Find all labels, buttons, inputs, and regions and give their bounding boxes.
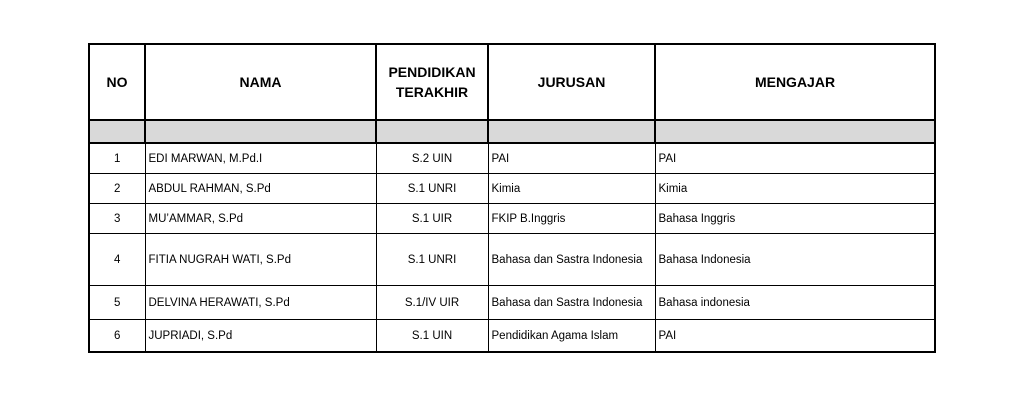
- table-row: [89, 143, 935, 174]
- cell-jurusan: FKIP B.Inggris: [488, 204, 655, 234]
- table-row: [89, 320, 935, 353]
- cell-mengajar: PAI: [655, 320, 935, 353]
- cell-nama: JUPRIADI, S.Pd: [145, 320, 376, 353]
- teacher-table: [88, 43, 936, 353]
- header-mengajar: MENGAJAR: [655, 44, 935, 120]
- cell-jurusan: Pendidikan Agama Islam: [488, 320, 655, 353]
- cell-jurusan: Bahasa dan Sastra Indonesia: [488, 286, 655, 320]
- blank-cell: [145, 120, 376, 143]
- cell-mengajar: PAI: [655, 143, 935, 174]
- header-jurusan: JURUSAN: [488, 44, 655, 120]
- cell-no: 2: [89, 174, 145, 204]
- cell-no: 3: [89, 204, 145, 234]
- cell-pendidikan: S.1/IV UIR: [376, 286, 488, 320]
- cell-nama: EDI MARWAN, M.Pd.I: [145, 143, 376, 174]
- cell-jurusan: Kimia: [488, 174, 655, 204]
- blank-cell: [376, 120, 488, 143]
- table-row: [89, 286, 935, 320]
- blank-row: [89, 120, 935, 143]
- table-row: [89, 234, 935, 286]
- cell-mengajar: Kimia: [655, 174, 935, 204]
- blank-cell: [89, 120, 145, 143]
- cell-pendidikan: S.2 UIN: [376, 143, 488, 174]
- cell-no: 6: [89, 320, 145, 353]
- blank-cell: [655, 120, 935, 143]
- cell-mengajar: Bahasa Indonesia: [655, 234, 935, 286]
- header-nama: NAMA: [145, 44, 376, 120]
- cell-no: 4: [89, 234, 145, 286]
- cell-no: 1: [89, 143, 145, 174]
- cell-nama: DELVINA HERAWATI, S.Pd: [145, 286, 376, 320]
- cell-nama: MU’AMMAR, S.Pd: [145, 204, 376, 234]
- header-no: NO: [89, 44, 145, 120]
- cell-jurusan: Bahasa dan Sastra Indonesia: [488, 234, 655, 286]
- cell-no: 5: [89, 286, 145, 320]
- blank-cell: [488, 120, 655, 143]
- cell-pendidikan: S.1 UIR: [376, 204, 488, 234]
- cell-jurusan: PAI: [488, 143, 655, 174]
- cell-pendidikan: S.1 UNRI: [376, 234, 488, 286]
- cell-mengajar: Bahasa indonesia: [655, 286, 935, 320]
- cell-nama: FITIA NUGRAH WATI, S.Pd: [145, 234, 376, 286]
- cell-pendidikan: S.1 UIN: [376, 320, 488, 353]
- header-row: [89, 44, 935, 120]
- table-row: [89, 174, 935, 204]
- header-pendidikan: PENDIDIKAN TERAKHIR: [376, 44, 488, 120]
- cell-pendidikan: S.1 UNRI: [376, 174, 488, 204]
- cell-mengajar: Bahasa Inggris: [655, 204, 935, 234]
- cell-nama: ABDUL RAHMAN, S.Pd: [145, 174, 376, 204]
- table-row: [89, 204, 935, 234]
